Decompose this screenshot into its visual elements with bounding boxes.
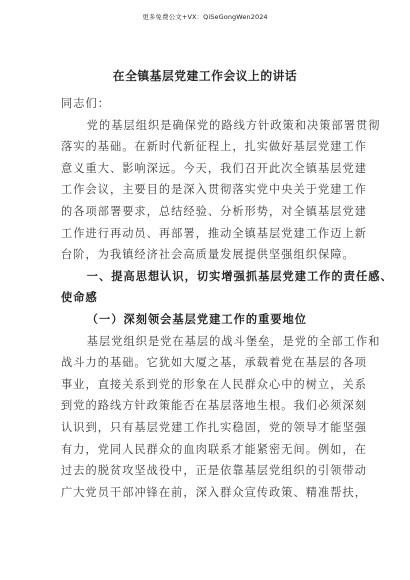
paragraph-line: 战斗力的基础。它犹如大厦之基，承载着党在基层的各项 xyxy=(61,356,367,370)
paragraph-line: 广大党员干部冲锋在前，深入群众宣传政策、精准帮扶， xyxy=(61,485,367,499)
paragraph-line: 党的基层组织是确保党的路线方针政策和决策部署贯彻 xyxy=(86,118,381,132)
paragraph-line: 意义重大、影响深远。今天，我们召开此次全镇基层党建 xyxy=(61,161,367,175)
page-header: 更多免费公文+VX：QiSeGongWen2024 xyxy=(142,13,268,21)
paragraph-line: 工作进行再动员、再部署，推动全镇基层党建工作迈上新 xyxy=(61,226,367,240)
speech-body xyxy=(61,93,393,503)
section-heading-line: 使命感 xyxy=(61,290,98,305)
paragraph-line: 认识到，只有基层党建工作扎实稳固，党的领导才能坚强 xyxy=(61,420,367,434)
paragraph-line: 基层党组织是党在基层的战斗堡垒，是党的全部工作和 xyxy=(86,334,381,348)
paragraph-line: 工作会议，主要目的是深入贯彻落实党中央关于党建工作 xyxy=(61,183,367,197)
paragraph-line: 的各项部署要求，总结经验、分析形势，对全镇基层党建 xyxy=(61,204,367,218)
section-heading-line: （一）深刻领会基层党建工作的重要地位 xyxy=(86,311,308,326)
paragraph-line: 过去的脱贫攻坚战役中，正是依靠基层党组织的引领带动 xyxy=(61,464,367,478)
section-heading-line: 一、提高思想认识，切实增强抓基层党建工作的责任感、 xyxy=(86,268,393,283)
paragraph-line: 台阶，为我镇经济社会高质量发展提供坚强组织保障。 xyxy=(61,248,355,262)
paragraph-line: 有力，党同人民群众的血肉联系才能紧密无间。例如，在 xyxy=(61,442,367,456)
paragraph-line: 同志们： xyxy=(61,97,110,110)
paragraph-line: 事业，直接关系到党的形象在人民群众心中的树立，关系 xyxy=(61,377,367,391)
paragraph-line: 到党的路线方针政策能否在基层落地生根。我们必须深刻 xyxy=(61,399,367,413)
paragraph-line: 落实的基础。在新时代新征程上，扎实做好基层党建工作 xyxy=(61,140,367,154)
speech-title: 在全镇基层党建工作会议上的讲话 xyxy=(112,69,298,83)
